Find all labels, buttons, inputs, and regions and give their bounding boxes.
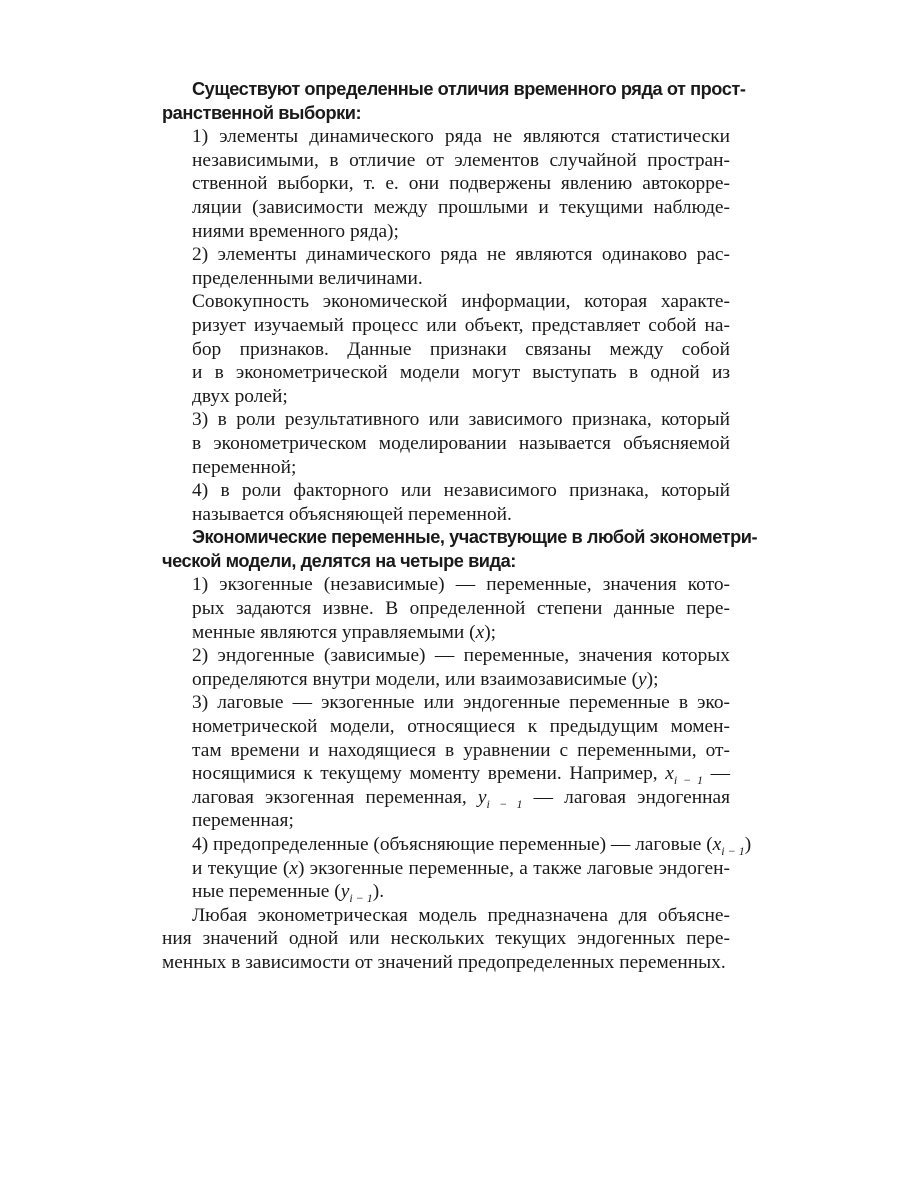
text-line: ризует изучаемый процесс или объект, представляет собой на- [192,314,730,336]
list-item [162,573,730,644]
text-line: нометрической модели, относящиеся к предыдущим момен- [192,716,730,738]
text-line: двух ролей; [192,385,288,407]
text-line: и текущие (x) экзогенные переменные, а также лаговые эндоген- [192,857,730,879]
text-line: 2) эндогенные (зависимые) — переменные, значения которых [192,645,730,667]
text-line: носящимися к текущему моменту времени. Например, $x_{i - 1}$ — [192,763,731,788]
math-variable: y [340,881,350,903]
text-line: пределенными величинами. [192,267,423,289]
text-line: 3) лаговые — экзогенные или эндогенные переменные в эко- [192,692,730,714]
text-line: ные переменные $(y_{i - 1})$. [192,881,385,906]
text-line: лаговая экзогенная переменная, $y_{i - 1}$ — лаговая эндогенная [192,786,730,811]
list-item [162,691,730,833]
text-line: ческой модели, делятся на четыре вида: [162,550,516,571]
text-line: 3) в роли результативного или зависимого признака, который [192,409,730,431]
text-line: называется объясняющей переменной. [192,503,512,525]
bold-paragraph [162,526,758,573]
math-subscript: i − 1 [486,796,523,811]
text-line: независимыми, в отличие от элементов случайной простран- [192,149,730,171]
text-line: там времени и находящиеся в уравнении с переменными, от- [192,739,730,761]
math-variable: y [638,668,647,690]
body-paragraph [162,904,730,975]
math-subscript: i − 1 [349,891,373,906]
text-line: Совокупность экономической информации, которая характе- [192,291,730,313]
text-line: ляции (зависимости между прошлыми и текущими наблюде- [192,196,730,218]
math-variable: x [475,621,485,643]
text-line: 1) экзогенные (независимые) — переменные, значения кото- [192,574,730,596]
list-item [162,290,730,408]
text-line: ственной выборки, т. е. они подвержены явлению автокорре- [192,173,730,195]
list-item [162,479,730,526]
document-page [162,78,758,975]
text-line: 4) в роли факторного или независимого признака, который [192,480,730,502]
math-subscript: i − 1 [673,773,703,788]
text-line: ния значений одной или нескольких текущих эндогенных пере- [162,928,730,950]
list-item [162,833,752,906]
text-line: определяются внутри модели, или взаимозависимые (y); [192,668,659,690]
text-line: в эконометрическом моделировании называется объясняемой [192,432,730,454]
text-line: переменной; [192,456,297,478]
text-line: Любая эконометрическая модель предназначена для объясне- [192,904,730,926]
list-item [162,644,730,691]
text-line: 1) элементы динамического ряда не являются статистически [192,126,730,148]
text-line: менные являются управляемыми (x); [192,621,497,643]
bold-paragraph [162,78,746,125]
math-variable: x [712,834,722,855]
text-line: ниями временного ряда); [192,220,399,242]
text-line: ранственной выборки: [162,102,362,123]
math-variable: x [289,857,298,879]
math-variable: y [477,786,487,808]
text-line: переменная; [192,810,294,832]
text-line: Существуют определенные отличия временного ряда от прост- [192,79,746,99]
math-variable: x [665,763,674,785]
list-item [162,125,730,243]
math-subscript: i − 1 [721,844,745,858]
list-item [162,408,730,479]
text-line: 2) элементы динамического ряда не являются одинаково рас- [192,244,730,266]
text-line: бор признаков. Данные признаки связаны между собой [192,338,730,360]
text-line: рых задаются извне. В определенной степени данные пере- [192,598,730,620]
text-line: менных в зависимости от значений предопределенных переменных. [162,951,726,973]
text-line: Экономические переменные, участвующие в любой эконометри- [192,527,758,548]
text-line: и в эконометрической модели могут выступать в одной из [192,362,730,384]
list-item [162,243,730,290]
text-line: 4) предопределенные (объясняющие переменные) — лаговые $(x_{i - 1})$ [192,834,752,858]
